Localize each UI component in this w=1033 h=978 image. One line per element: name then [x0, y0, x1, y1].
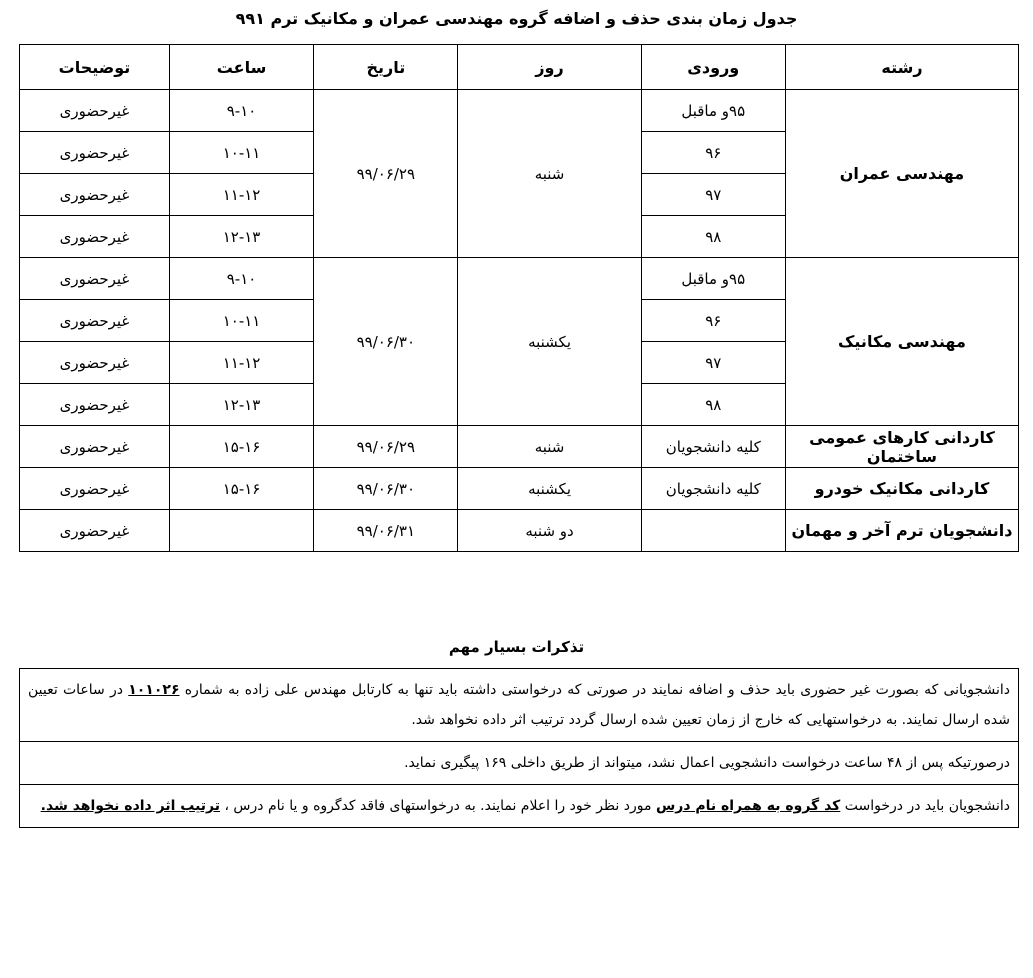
entry-cell: ۹۵و ماقبل: [641, 258, 785, 300]
entry-cell: کلیه دانشجویان: [641, 468, 785, 510]
hour-cell: ۹-۱۰: [169, 258, 313, 300]
header-day: روز: [458, 45, 641, 90]
note-highlight: کد گروه به همراه نام درس: [655, 798, 841, 814]
table-row: [20, 510, 1019, 552]
note-item: [20, 669, 1018, 741]
table-row: [20, 90, 1019, 132]
date-cell: ۹۹/۰۶/۳۰: [314, 468, 458, 510]
day-cell: دو شنبه: [458, 510, 641, 552]
header-notes: توضیحات: [20, 45, 170, 90]
notes-cell: غیرحضوری: [20, 90, 170, 132]
header-major: رشته: [785, 45, 1018, 90]
entry-cell: ۹۶: [641, 300, 785, 342]
note-item: [20, 784, 1018, 827]
entry-cell: ۹۵و ماقبل: [641, 90, 785, 132]
notes-heading: تذکرات بسیار مهم: [448, 638, 585, 656]
note-text: دانشجویانی که بصورت غیر حضوری باید حذف و اضافه نمایند در صورتی که درخواستی داشته باید تنها به کارتابل مهندس علی زاده به شماره: [179, 682, 1010, 698]
note-text: مورد نظر خود را اعلام نمایند. به درخواستهای فاقد کدگروه و یا نام درس ،: [220, 798, 656, 814]
entry-cell: ۹۶: [641, 132, 785, 174]
notes-cell: غیرحضوری: [20, 384, 170, 426]
hour-cell: ۹-۱۰: [169, 90, 313, 132]
day-cell: شنبه: [458, 90, 641, 258]
major-cell: کاردانی کارهای عمومی ساختمان: [785, 426, 1018, 468]
day-cell: یکشنبه: [458, 468, 641, 510]
hour-cell: ۱۱-۱۲: [169, 342, 313, 384]
entry-cell: ۹۷: [641, 174, 785, 216]
note-text: دانشجویان باید در درخواست: [840, 798, 1010, 814]
major-cell: مهندسی عمران: [785, 90, 1018, 258]
header-entry: ورودی: [641, 45, 785, 90]
notes-cell: غیرحضوری: [20, 174, 170, 216]
hour-cell: ۱۵-۱۶: [169, 468, 313, 510]
notes-cell: غیرحضوری: [20, 510, 170, 552]
note-text: درصورتیکه پس از ۴۸ ساعت درخواست دانشجویی اعمال نشد، میتواند از طریق داخلی ۱۶۹ پیگیری نماید.: [404, 755, 1010, 771]
entry-cell: ۹۸: [641, 216, 785, 258]
notes-cell: غیرحضوری: [20, 300, 170, 342]
header-date: تاریخ: [314, 45, 458, 90]
date-cell: ۹۹/۰۶/۳۰: [314, 258, 458, 426]
table-header-row: [20, 45, 1019, 90]
notes-cell: غیرحضوری: [20, 258, 170, 300]
table-row: [20, 468, 1019, 510]
entry-cell: ۹۷: [641, 342, 785, 384]
note-highlight: ۱۰۱۰۲۶: [128, 682, 180, 698]
day-cell: یکشنبه: [458, 258, 641, 426]
hour-cell: ۱۰-۱۱: [169, 132, 313, 174]
notes-box: [19, 668, 1019, 828]
note-item: [20, 741, 1018, 784]
major-cell: کاردانی مکانیک خودرو: [785, 468, 1018, 510]
note-highlight: ترتیب اثر داده نخواهد شد.: [40, 798, 221, 814]
page-title: جدول زمان بندی حذف و اضافه گروه مهندسی عمران و مکانیک ترم ۹۹۱: [235, 9, 798, 28]
schedule-table: [19, 44, 1019, 552]
notes-cell: غیرحضوری: [20, 468, 170, 510]
hour-cell: ۱۱-۱۲: [169, 174, 313, 216]
notes-cell: غیرحضوری: [20, 132, 170, 174]
hour-cell: ۱۲-۱۳: [169, 384, 313, 426]
date-cell: ۹۹/۰۶/۳۱: [314, 510, 458, 552]
note-text: در ساعات تعیین شده ارسال نمایند. به درخواستهایی که خارج از زمان تعیین شده ارسال گردد ترتیب اثر داده نخواهد شد.: [28, 682, 1010, 728]
notes-cell: غیرحضوری: [20, 426, 170, 468]
date-cell: ۹۹/۰۶/۲۹: [314, 426, 458, 468]
notes-cell: غیرحضوری: [20, 216, 170, 258]
table-row: [20, 426, 1019, 468]
hour-cell: ۱۰-۱۱: [169, 300, 313, 342]
entry-cell: [641, 510, 785, 552]
table-row: [20, 258, 1019, 300]
day-cell: شنبه: [458, 426, 641, 468]
hour-cell: [169, 510, 313, 552]
entry-cell: ۹۸: [641, 384, 785, 426]
entry-cell: کلیه دانشجویان: [641, 426, 785, 468]
date-cell: ۹۹/۰۶/۲۹: [314, 90, 458, 258]
major-cell: مهندسی مکانیک: [785, 258, 1018, 426]
header-hour: ساعت: [169, 45, 313, 90]
hour-cell: ۱۲-۱۳: [169, 216, 313, 258]
notes-cell: غیرحضوری: [20, 342, 170, 384]
hour-cell: ۱۵-۱۶: [169, 426, 313, 468]
major-cell: دانشجویان ترم آخر و مهمان: [785, 510, 1018, 552]
